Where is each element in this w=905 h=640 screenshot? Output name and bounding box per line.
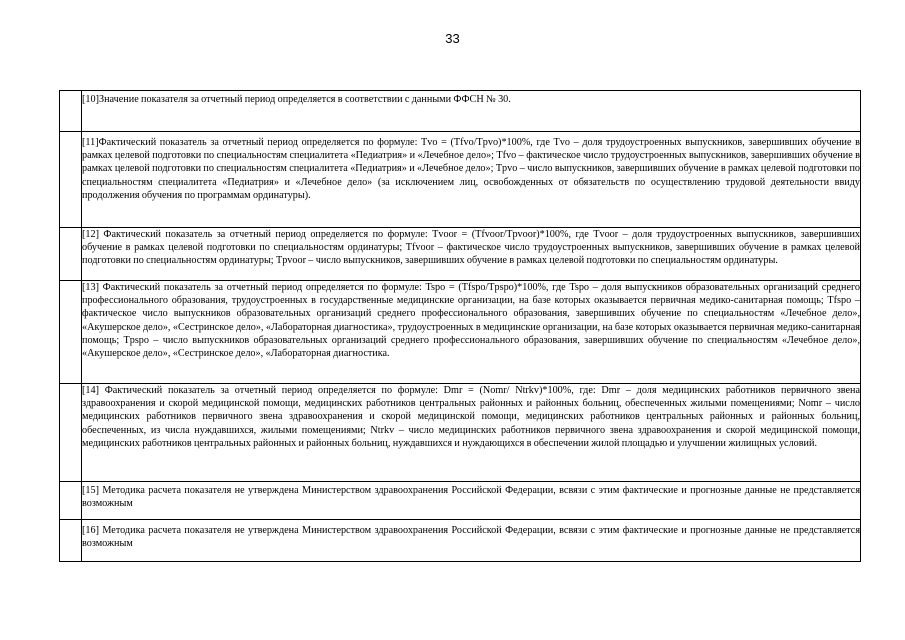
footnote-row	[60, 384, 861, 482]
row-gutter-cell	[60, 482, 82, 520]
footnote-14-text: [14] Фактический показатель за отчетный период определяется по формуле: Dmr = (Nomr/ Ntrkv)*100%, где: Dmr – доля медицинских работников первичного звена здравоохранения и скорой медицинской помощи, медицинских работников центральных районных и районных больниц, обеспеченных жилыми помещениями; Nomr – число медицинских работников первичного звена здравоохранения и скорой медицинской помощи, медицинских работников центральных районных и районных больниц, обеспеченных, из числа нуждавшихся, жилыми помещениями; Ntrkv – число медицинских работников первичного звена здравоохранения и скорой медицинской помощи, медицинских работников центральных районных и районных больниц, нуждавшихся и нуждающихся в обеспечении жилой площадью и улучшении жилищных условий.	[82, 384, 861, 482]
footnote-row	[60, 520, 861, 562]
row-gutter-cell	[60, 132, 82, 228]
page-number: 33	[445, 31, 460, 46]
footnote-12-text: [12] Фактический показатель за отчетный период определяется по формуле: Tvoor = (Tfvoor/Tpvoor)*100%, где Tvoor – доля трудоустроенных выпускников, завершивших обучение в рамках целевой подготовки по специальностям ординатуры; Tfvoor – фактическое число трудоустроенных выпускников, завершивших обучение в рамках целевой подготовки по специальностям ординатуры; Tpvoor – число выпускников, завершивших обучение в рамках целевой подготовки по специальностям ординатуры.	[82, 228, 861, 281]
footnote-row	[60, 91, 861, 132]
row-gutter-cell	[60, 91, 82, 132]
footnote-15-text: [15] Методика расчета показателя не утверждена Министерством здравоохранения Российской Федерации, всвязи с этим фактические и прогнозные данные не представляется возможным	[82, 482, 861, 520]
footnote-row	[60, 281, 861, 384]
row-gutter-cell	[60, 228, 82, 281]
footnotes-table	[59, 90, 861, 562]
footnote-16-text: [16] Методика расчета показателя не утверждена Министерством здравоохранения Российской Федерации, всвязи с этим фактические и прогнозные данные не представляется возможным	[82, 520, 861, 562]
footnote-11-text: [11]Фактический показатель за отчетный период определяется по формуле: Tvo = (Tfvo/Tpvo)*100%, где Tvo – доля трудоустроенных выпускников, завершивших обучение в рамках целевой подготовки по специальностям специалитета «Педиатрия» и «Лечебное дело»; Tfvo – фактическое число трудоустроенных выпускников, завершивших обучение в рамках целевой подготовки по специальностям специалитета «Педиатрия» и «Лечебное дело»; Tpvo – число выпускников, завершивших обучение в рамках целевой подготовки по специальностям специалитета «Педиатрия» и «Лечебное дело» (за исключением лиц, освобожденных от обязательств по осуществлению трудовой деятельности ввиду продолжения обучения по программам ординатуры).	[82, 132, 861, 228]
footnote-row	[60, 482, 861, 520]
row-gutter-cell	[60, 520, 82, 562]
footnote-row	[60, 228, 861, 281]
row-gutter-cell	[60, 281, 82, 384]
footnote-13-text: [13] Фактический показатель за отчетный период определяется по формуле: Tspo = (Tfspo/Tpspo)*100%, где Tspo – доля выпускников образовательных организаций среднего профессионального образования, трудоустроенных в государственные медицинские организации, на базе которых оказывается первичная медико-санитарная помощь; Tfspo – фактическое число выпускников образовательных организаций среднего профессионального образования, завершивших обучение по специальностям «Лечебное дело», «Акушерское дело», «Сестринское дело», «Лабораторная диагностика», трудоустроенных в медицинские организации, на базе которых оказывается первичная медико-санитарная помощь; Tpspo – число выпускников образовательных организаций среднего профессионального образования, завершивших обучение по специальностям «Лечебное дело», «Акушерское дело», «Сестринское дело», «Лабораторная диагностика.	[82, 281, 861, 384]
footnote-row	[60, 132, 861, 228]
footnote-10-text: [10]Значение показателя за отчетный период определяется в соответствии с данными ФФСН № 30.	[82, 91, 861, 132]
row-gutter-cell	[60, 384, 82, 482]
